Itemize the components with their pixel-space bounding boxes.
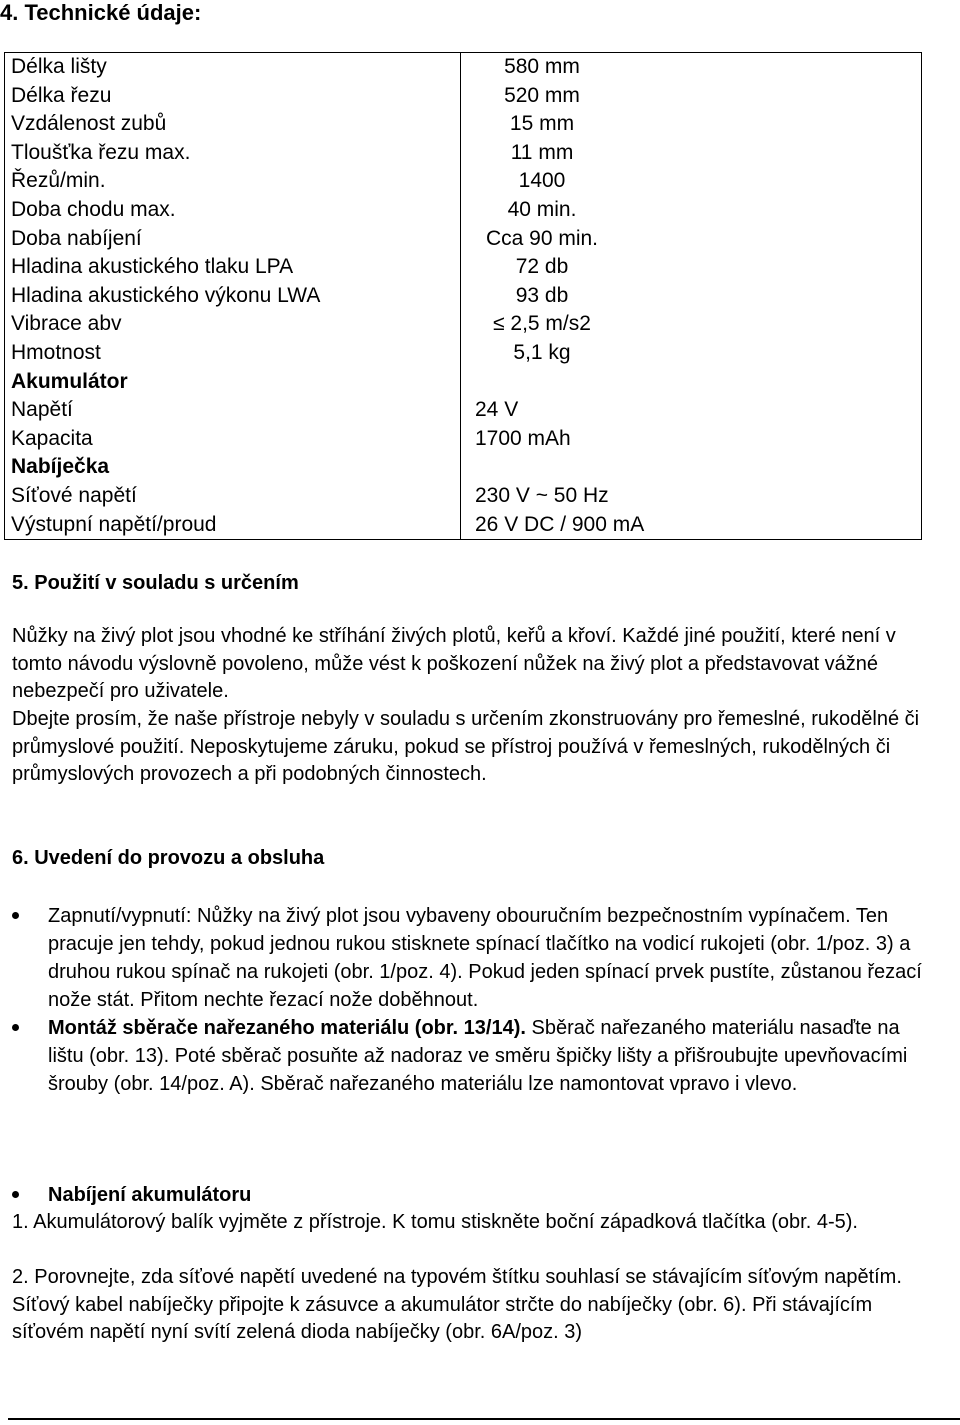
spec-value: ≤ 2,5 m/s2: [493, 312, 591, 336]
spec-label: Napětí: [11, 398, 73, 422]
bullet-text: Zapnutí/vypnutí: Nůžky na živý plot jsou vybaveny obouručním bezpečnostním vypínačem. Ten pracuje jen tehdy, pokud jednou rukou stisknete spínací tlačítko na vodicí rukojeti (obr. 1/poz. 3) a druhou rukou spínač na rukojeti (obr. 1/poz. 4). Pokud jeden spínací prvek pustíte, zůstanou řezací nože stát. Přitom nechte řezací nože doběhnout.: [48, 905, 922, 1011]
table-row: [5, 53, 922, 540]
spec-label: Výstupní napětí/proud: [11, 512, 217, 536]
spec-labels-cell: [5, 53, 461, 540]
empty-value: [467, 453, 915, 482]
spec-value: 1700 mAh: [475, 426, 571, 450]
spec-label: Řezů/min.: [11, 169, 106, 193]
bullet-icon: [12, 912, 19, 919]
section-5-paragraph-1: Nůžky na živý plot jsou vhodné ke stříhání živých plotů, keřů a křoví. Každé jiné použití, které není v tomto návodu výslovně povoleno, může vést k poškození nůžek na živý plot a představovat vážné nebezpečí pro uživatele.: [12, 625, 896, 702]
section-4-heading: 4. Technické údaje:: [0, 0, 202, 25]
spec-value: 26 V DC / 900 mA: [475, 512, 645, 536]
battery-heading: Akumulátor: [11, 369, 128, 393]
spec-value: 520 mm: [504, 83, 580, 107]
spec-value: 15 mm: [509, 112, 575, 136]
spec-label: Kapacita: [11, 426, 93, 450]
spec-label: Tloušťka řezu max.: [11, 140, 191, 164]
bullet-bold-text: Montáž sběrače nařezaného materiálu (obr. 13/14).: [48, 1017, 526, 1039]
list-item: [12, 1181, 932, 1209]
spec-label: Hladina akustického tlaku LPA: [11, 255, 294, 279]
spec-label: Vibrace abv: [11, 312, 122, 336]
spec-label: Vzdálenost zubů: [11, 112, 167, 136]
spec-value: 93 db: [515, 283, 569, 307]
bullet-bold-text: Nabíjení akumulátoru: [48, 1184, 252, 1206]
bullet-icon: [12, 1191, 19, 1198]
spec-label: Délka řezu: [11, 83, 112, 107]
charging-list: [12, 1181, 932, 1209]
spec-value: 24 V: [475, 398, 519, 422]
list-item: [12, 1014, 932, 1098]
section-5-paragraph-2: Dbejte prosím, že naše přístroje nebyly v souladu s určením zkonstruovány pro řemeslné, rukodělné či průmyslové použití. Neposkytujeme záruku, pokud se přístroj používá v řemeslných, rukodělných či průmyslových provozech a při podobných činnostech.: [12, 708, 920, 785]
charger-heading: Nabíječka: [11, 455, 110, 479]
spec-label: Délka lišty: [11, 55, 107, 78]
footer-divider: [8, 1418, 960, 1420]
spec-label: Doba chodu max.: [11, 197, 176, 221]
empty-value: [467, 368, 915, 397]
spec-value: 5,1 kg: [513, 340, 571, 364]
list-item: [12, 902, 932, 1014]
section-6-heading: 6. Uvedení do provozu a obsluha: [12, 847, 325, 869]
technical-specs-table: [4, 52, 922, 540]
spec-label: Doba nabíjení: [11, 226, 142, 250]
spec-value: 1400: [518, 169, 566, 193]
spec-value: 40 min.: [507, 197, 577, 221]
spec-value: 72 db: [515, 255, 569, 279]
section-5-heading: 5. Použití v souladu s určením: [12, 572, 299, 594]
spec-values-cell: [461, 53, 922, 540]
spec-value: Cca 90 min.: [485, 226, 599, 250]
spec-label: Hmotnost: [11, 340, 101, 364]
charging-step-1: 1. Akumulátorový balík vyjměte z přístroje. K tomu stiskněte boční západková tlačítka (obr. 4-5).: [12, 1211, 858, 1233]
spec-label: Síťové napětí: [11, 483, 137, 507]
spec-value: 230 V ~ 50 Hz: [475, 483, 609, 507]
spec-value: 580 mm: [504, 55, 580, 78]
bullet-text: Sběrač nařezaného materiálu nasaďte na lištu (obr. 13). Poté sběrač posuňte až nadoraz ve směru špičky lišty a přišroubujte upevňovacími šrouby (obr. 14/poz. A). Sběrač nařezaného materiálu lze namontovat vpravo i vlevo.: [48, 1017, 908, 1095]
operation-list: [12, 902, 932, 1098]
bullet-icon: [12, 1024, 19, 1031]
spec-value: 11 mm: [510, 140, 574, 164]
spec-label: Hladina akustického výkonu LWA: [11, 283, 321, 307]
charging-step-2: 2. Porovnejte, zda síťové napětí uvedené na typovém štítku souhlasí se stávajícím síťovým napětím. Síťový kabel nabíječky připojte k zásuvce a akumulátor strčte do nabíječky (obr. 6). Při stávajícím síťovém napětí nyní svítí zelená dioda nabíječky (obr. 6A/poz. 3): [12, 1266, 902, 1343]
